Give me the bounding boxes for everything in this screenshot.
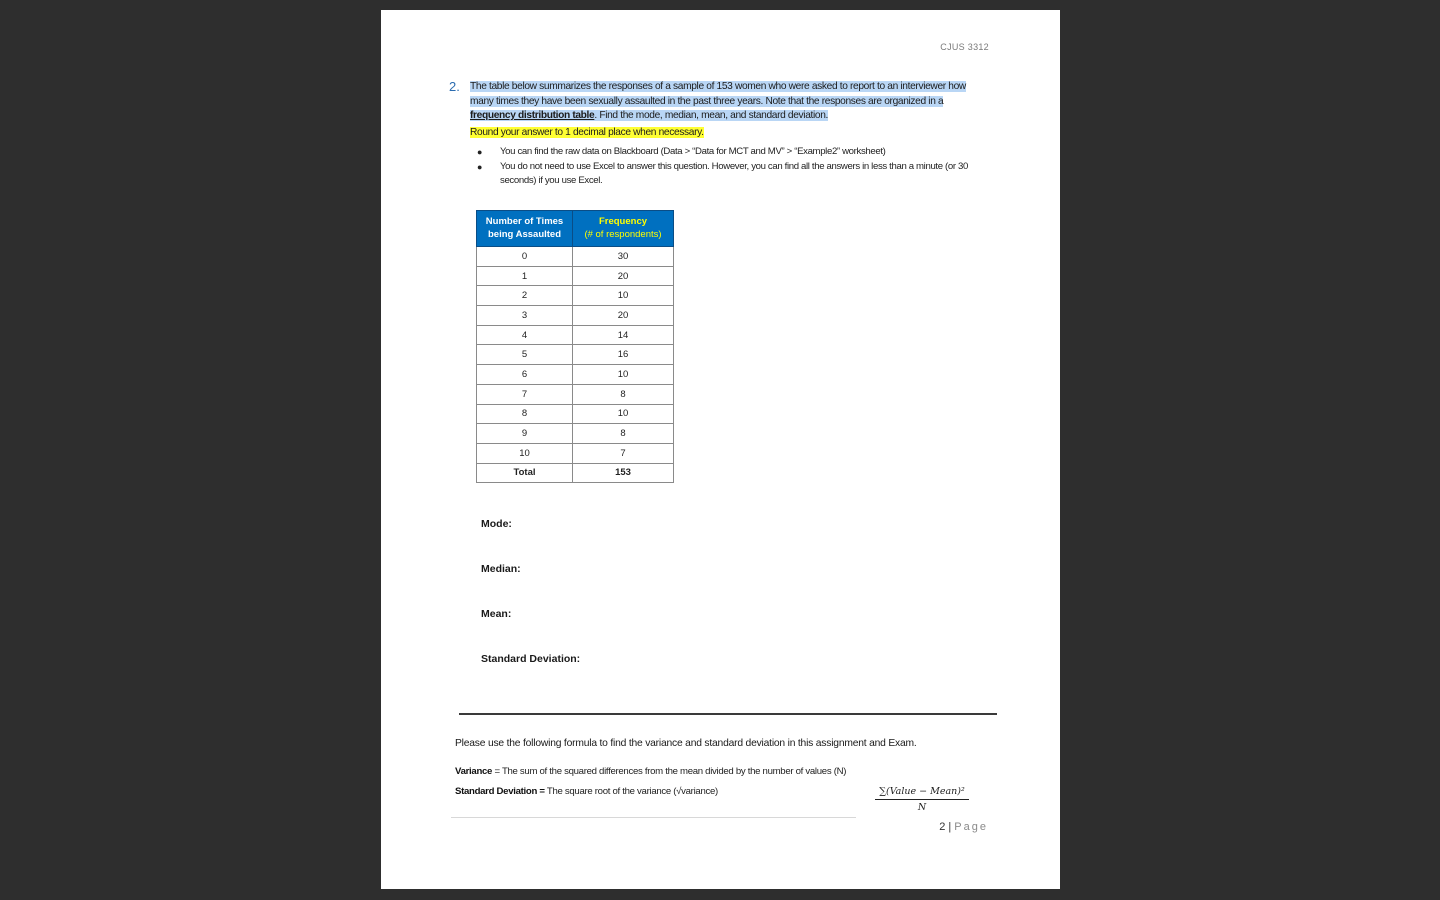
col-header-frequency-line1: Frequency xyxy=(598,216,648,227)
formula-denominator: N xyxy=(917,802,927,813)
table-total-row xyxy=(477,463,674,483)
cell-frequency: 8 xyxy=(573,384,674,404)
cell-frequency: 7 xyxy=(573,443,674,463)
question-text xyxy=(470,80,990,124)
cell-times: 0 xyxy=(477,247,573,267)
table-header-row xyxy=(477,211,674,247)
col-header-frequency-line2: (# of respondents) xyxy=(584,228,662,240)
table-row xyxy=(477,404,674,424)
cell-times: 4 xyxy=(477,325,573,345)
table-row xyxy=(477,306,674,326)
question-text-bold-term: frequency distribution table xyxy=(470,110,595,121)
variance-label: Variance xyxy=(455,766,493,777)
table-row xyxy=(477,384,674,404)
bullet-text: You do not need to use Excel to answer this question. However, you can find all the answers in less than a minute (or 30 seconds) if you use Excel. xyxy=(500,160,969,186)
frequency-table xyxy=(476,210,674,483)
cell-times: 10 xyxy=(477,443,573,463)
sd-label: Standard Deviation = xyxy=(455,786,545,797)
page-number: 2 xyxy=(939,821,946,833)
cell-frequency: 10 xyxy=(573,286,674,306)
cell-frequency: 20 xyxy=(573,266,674,286)
table-row xyxy=(477,345,674,365)
cell-times: 1 xyxy=(477,266,573,286)
cell-times: 9 xyxy=(477,424,573,444)
page-separator: | xyxy=(945,821,955,833)
bullet-dot-icon: ● xyxy=(477,161,483,172)
cell-frequency: 14 xyxy=(573,325,674,345)
cell-frequency: 8 xyxy=(573,424,674,444)
course-code-header: CJUS 3312 xyxy=(940,42,989,52)
rounding-note-text: Round your answer to 1 decimal place when necessary. xyxy=(470,127,704,138)
cell-times: 3 xyxy=(477,306,573,326)
table-row xyxy=(477,266,674,286)
formula-intro: Please use the following formula to find the variance and standard deviation in this assignment and Exam. xyxy=(455,738,917,749)
document-page xyxy=(381,10,1060,889)
sd-definition xyxy=(455,786,718,797)
cell-times: 7 xyxy=(477,384,573,404)
footer-rule xyxy=(451,817,856,818)
table-row xyxy=(477,247,674,267)
col-header-times-line1: Number of Times xyxy=(485,216,564,227)
variance-definition xyxy=(455,766,846,777)
cell-frequency: 30 xyxy=(573,247,674,267)
cell-frequency: 16 xyxy=(573,345,674,365)
page-word: Page xyxy=(954,821,988,833)
sd-text: The square root of the variance (√variance) xyxy=(544,786,718,797)
formula-numerator: ∑(Value − Mean)² xyxy=(875,786,969,800)
question-text-part2: . Find the mode, median, mean, and standard deviation. xyxy=(594,110,829,121)
section-divider xyxy=(459,713,997,715)
question-number: 2. xyxy=(449,79,460,94)
question-text-part1: The table below summarizes the responses of a sample of 153 women who were asked to report to an interviewer how many times they have been sexually assaulted in the past three years. Note that the responses are organized in a xyxy=(470,81,966,107)
page-number-footer xyxy=(939,821,988,833)
table-row xyxy=(477,365,674,385)
col-header-times-line2: being Assaulted xyxy=(487,228,562,240)
bullet-list xyxy=(477,145,997,189)
col-header-frequency xyxy=(573,211,674,247)
bullet-item xyxy=(477,160,997,189)
total-value: 153 xyxy=(573,463,674,483)
bullet-text: You can find the raw data on Blackboard (Data > “Data for MCT and MV” > “Example2” worksheet) xyxy=(500,146,886,157)
bullet-dot-icon: ● xyxy=(477,147,483,157)
table-row xyxy=(477,424,674,444)
cell-times: 5 xyxy=(477,345,573,365)
cell-frequency: 20 xyxy=(573,306,674,326)
bullet-item xyxy=(477,145,997,160)
total-label: Total xyxy=(477,463,573,483)
cell-frequency: 10 xyxy=(573,365,674,385)
variance-text: = The sum of the squared differences from the mean divided by the number of values (N) xyxy=(492,766,847,777)
col-header-times xyxy=(477,211,573,247)
table-row xyxy=(477,286,674,306)
rounding-note xyxy=(470,127,704,138)
mean-label: Mean: xyxy=(481,608,512,620)
cell-times: 2 xyxy=(477,286,573,306)
cell-frequency: 10 xyxy=(573,404,674,424)
cell-times: 8 xyxy=(477,404,573,424)
median-label: Median: xyxy=(481,563,521,575)
variance-formula xyxy=(875,786,969,813)
std-dev-label: Standard Deviation: xyxy=(481,653,581,665)
table-row xyxy=(477,325,674,345)
mode-label: Mode: xyxy=(481,518,512,530)
table-row xyxy=(477,443,674,463)
cell-times: 6 xyxy=(477,365,573,385)
